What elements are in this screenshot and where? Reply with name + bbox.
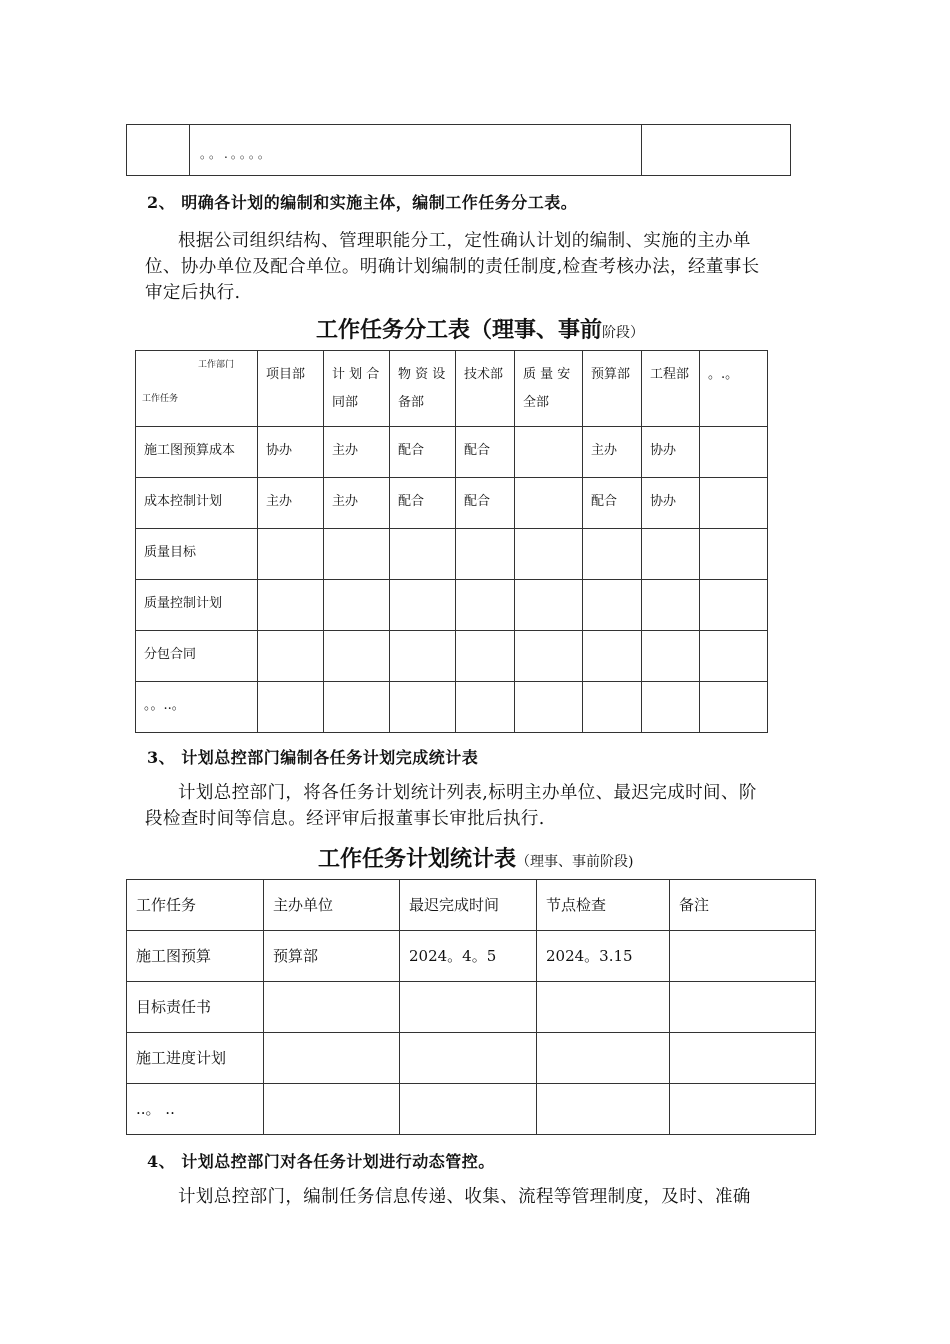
- table-row: [127, 1084, 816, 1135]
- section4-paragraph: [145, 1184, 807, 1210]
- plan-header-owner: 主办单位: [264, 880, 400, 931]
- plan-value-cell: 2024。3.15: [537, 931, 670, 982]
- assignment-cell: [642, 529, 700, 580]
- header-dept-5-line1: 质 量 安: [523, 367, 571, 382]
- section2-line-1: 根据公司组织结构、管理职能分工，定性确认计划的编制、实施的主办单: [178, 231, 751, 251]
- plan-value-cell: [537, 1033, 670, 1084]
- assignment-cell: [258, 580, 324, 631]
- header-dept-4-line1: 技术部: [464, 367, 504, 382]
- task-name-cell: 施工图预算成本: [136, 427, 258, 478]
- task-name-cell: 成本控制计划: [136, 478, 258, 529]
- assignment-cell: [515, 580, 583, 631]
- assignment-cell: [390, 631, 456, 682]
- assignment-cell: 协办: [258, 427, 324, 478]
- plan-value-cell: 预算部: [264, 931, 400, 982]
- header-dept-5-line2: 全部: [523, 395, 550, 410]
- plan-header-task: 工作任务: [127, 880, 264, 931]
- table-row: [127, 931, 816, 982]
- plan-value-cell: [264, 1084, 400, 1135]
- header-dept-5: [515, 351, 583, 427]
- table2-title-small: （理事、事前阶段): [516, 854, 634, 870]
- header-dept-3: [390, 351, 456, 427]
- section2-paragraph: [145, 228, 805, 306]
- plan-value-cell: 2024。4。5: [400, 931, 537, 982]
- assignment-cell: [324, 631, 390, 682]
- corner-department-label: 工作部门: [198, 360, 235, 370]
- assignment-cell: [642, 682, 700, 733]
- assignment-cell: [515, 631, 583, 682]
- assignment-cell: [390, 682, 456, 733]
- table-row: [136, 580, 768, 631]
- assignment-cell: [258, 631, 324, 682]
- section3-line-1: 计划总控部门，将各任务计划统计列表,标明主办单位、最迟完成时间、阶: [178, 783, 757, 803]
- assignment-cell: 协办: [642, 427, 700, 478]
- plan-task-cell: 施工图预算: [127, 931, 264, 982]
- header-dept-7: [642, 351, 700, 427]
- assignment-cell: [642, 631, 700, 682]
- assignment-cell: [324, 529, 390, 580]
- top-table-cell-3: [642, 125, 791, 176]
- table1-title-main: 工作任务分工表（理事、事前: [316, 317, 603, 343]
- plan-header-checkpoint: 节点检查: [537, 880, 670, 931]
- division-table-corner-cell: [136, 351, 258, 427]
- task-name-cell: 质量控制计划: [136, 580, 258, 631]
- task-name-cell: 分包合同: [136, 631, 258, 682]
- plan-header-deadline: 最迟完成时间: [400, 880, 537, 931]
- top-table: [126, 124, 791, 176]
- table-row: [136, 427, 768, 478]
- top-table-cell-2: 。。.。。。。: [190, 125, 642, 176]
- assignment-cell: [583, 529, 642, 580]
- section3-paragraph: [145, 780, 807, 832]
- assignment-cell: [583, 580, 642, 631]
- header-dept-2-line1: 计 划 合: [332, 367, 380, 382]
- assignment-cell: [456, 580, 515, 631]
- table2-title-main: 工作任务计划统计表: [318, 846, 517, 872]
- table-row: [136, 682, 768, 733]
- plan-task-cell: 施工进度计划: [127, 1033, 264, 1084]
- assignment-cell: 配合: [456, 478, 515, 529]
- header-dept-8: [700, 351, 768, 427]
- header-dept-4: [456, 351, 515, 427]
- table-row: [136, 529, 768, 580]
- task-name-cell: 。。..。: [136, 682, 258, 733]
- division-table: [135, 350, 768, 733]
- assignment-cell: 主办: [324, 427, 390, 478]
- assignment-cell: [390, 580, 456, 631]
- plan-header-remarks: 备注: [670, 880, 816, 931]
- header-dept-6-line1: 预算部: [591, 367, 631, 382]
- plan-value-cell: [670, 1033, 816, 1084]
- plan-value-cell: [400, 1084, 537, 1135]
- header-dept-3-line2: 备部: [398, 395, 425, 410]
- assignment-cell: [390, 529, 456, 580]
- assignment-cell: [456, 682, 515, 733]
- assignment-cell: [324, 682, 390, 733]
- plan-value-cell: [400, 982, 537, 1033]
- assignment-cell: [324, 580, 390, 631]
- assignment-cell: 主办: [583, 427, 642, 478]
- assignment-cell: [456, 529, 515, 580]
- table2-title: [318, 842, 633, 873]
- assignment-cell: [700, 427, 768, 478]
- section2-line-2: 位、协办单位及配合单位。明确计划编制的责任制度,检查考核办法，经董事长: [145, 257, 760, 277]
- assignment-cell: 主办: [324, 478, 390, 529]
- assignment-cell: [700, 529, 768, 580]
- plan-value-cell: [400, 1033, 537, 1084]
- assignment-cell: [700, 631, 768, 682]
- header-dept-1-line1: 项目部: [266, 367, 306, 382]
- top-table-cell-1: [127, 125, 190, 176]
- plan-value-cell: [537, 1084, 670, 1135]
- assignment-cell: [700, 580, 768, 631]
- plan-value-cell: [537, 982, 670, 1033]
- plan-value-cell: [670, 982, 816, 1033]
- table-row: [136, 631, 768, 682]
- header-dept-3-line1: 物 资 设: [398, 367, 446, 382]
- assignment-cell: [515, 682, 583, 733]
- plan-value-cell: [264, 982, 400, 1033]
- plan-table-header-row: [127, 880, 816, 931]
- assignment-cell: [700, 478, 768, 529]
- assignment-cell: [515, 478, 583, 529]
- header-dept-6: [583, 351, 642, 427]
- plan-value-cell: [670, 1084, 816, 1135]
- header-dept-7-line1: 工程部: [650, 367, 690, 382]
- assignment-cell: 协办: [642, 478, 700, 529]
- plan-value-cell: [264, 1033, 400, 1084]
- plan-value-cell: [670, 931, 816, 982]
- assignment-cell: 配合: [390, 478, 456, 529]
- header-dept-2-line2: 同部: [332, 395, 359, 410]
- assignment-cell: [258, 682, 324, 733]
- section2-heading: 2、 明确各计划的编制和实施主体，编制工作任务分工表。: [147, 193, 578, 212]
- assignment-cell: [258, 529, 324, 580]
- table-row: [127, 982, 816, 1033]
- table1-title: [316, 313, 644, 344]
- assignment-cell: [583, 631, 642, 682]
- table-row: [127, 1033, 816, 1084]
- header-dept-8-line1: 。.。: [708, 367, 739, 382]
- header-dept-1: [258, 351, 324, 427]
- assignment-cell: [456, 631, 515, 682]
- section4-heading: 4、 计划总控部门对各任务计划进行动态管控。: [147, 1152, 495, 1171]
- assignment-cell: [515, 427, 583, 478]
- division-table-header-row: [136, 351, 768, 427]
- corner-task-label: 工作任务: [142, 394, 179, 404]
- assignment-cell: [515, 529, 583, 580]
- table-row: [136, 478, 768, 529]
- section4-line-1: 计划总控部门，编制任务信息传递、收集、流程等管理制度，及时、准确: [178, 1187, 751, 1207]
- assignment-cell: 配合: [583, 478, 642, 529]
- section2-line-3: 审定后执行.: [145, 283, 241, 303]
- plan-task-cell: 目标责任书: [127, 982, 264, 1033]
- assignment-cell: 配合: [456, 427, 515, 478]
- plan-task-cell: ..。 ..: [127, 1084, 264, 1135]
- table1-title-small: 阶段）: [602, 325, 645, 341]
- task-name-cell: 质量目标: [136, 529, 258, 580]
- section3-line-2: 段检查时间等信息。经评审后报董事长审批后执行.: [145, 809, 545, 829]
- assignment-cell: 主办: [258, 478, 324, 529]
- header-dept-2: [324, 351, 390, 427]
- assignment-cell: 配合: [390, 427, 456, 478]
- section3-heading: 3、 计划总控部门编制各任务计划完成统计表: [147, 748, 479, 767]
- assignment-cell: [700, 682, 768, 733]
- plan-statistics-table: [126, 879, 816, 1135]
- division-table-body: [136, 427, 768, 733]
- assignment-cell: [583, 682, 642, 733]
- assignment-cell: [642, 580, 700, 631]
- plan-statistics-table-body: [127, 931, 816, 1135]
